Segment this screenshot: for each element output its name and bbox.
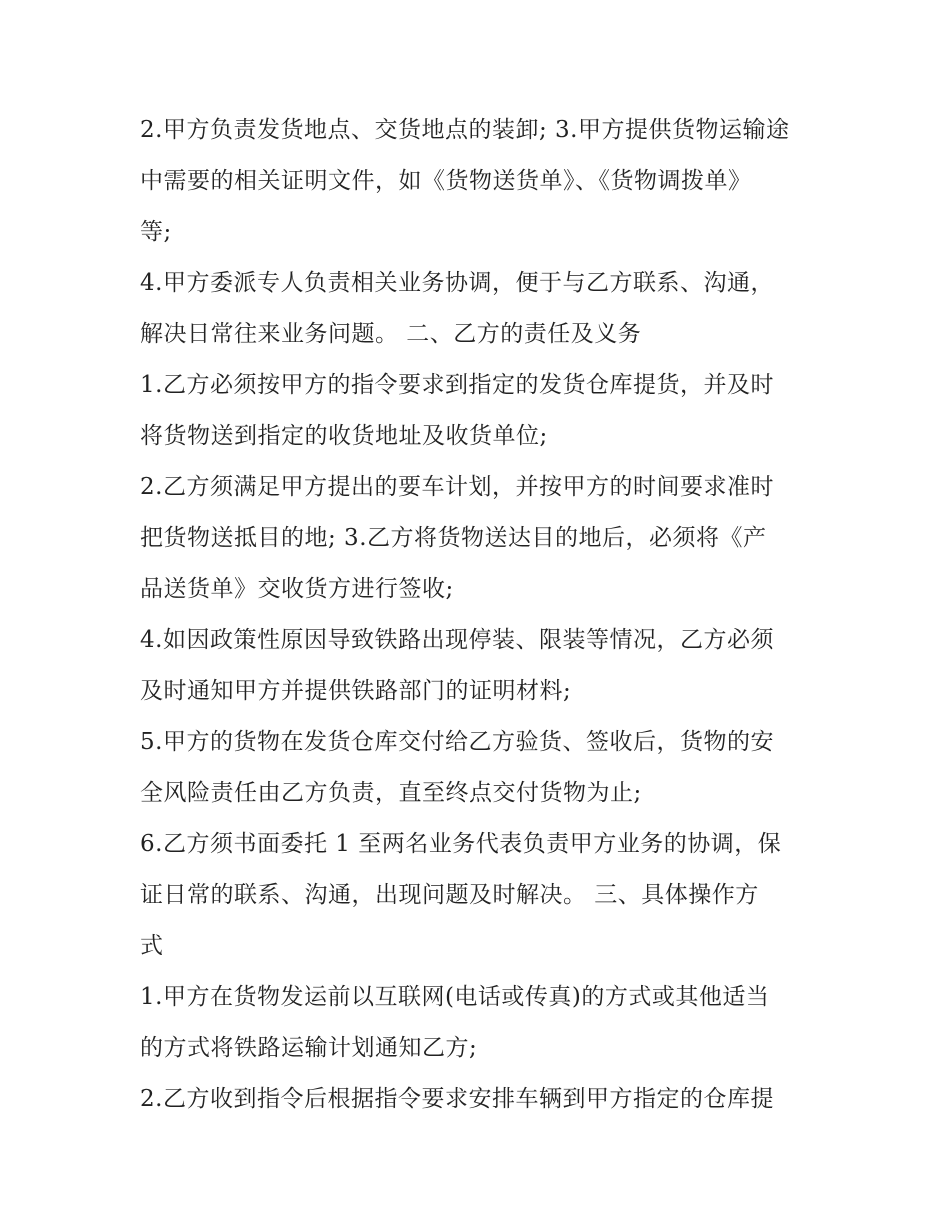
text-line: 把货物送抵目的地; 3.乙方将货物送达目的地后，必须将《产 xyxy=(140,525,767,551)
text-line: 1.乙方必须按甲方的指令要求到指定的发货仓库提货，并及时 xyxy=(140,372,774,398)
text-line: 及时通知甲方并提供铁路部门的证明材料; xyxy=(140,678,572,704)
text-line: 中需要的相关证明文件，如《货物送货单》、《货物调拨单》 xyxy=(140,168,752,194)
text-line: 的方式将铁路运输计划通知乙方; xyxy=(140,1035,478,1061)
text-line: 等; xyxy=(140,219,172,245)
text-line: 2.乙方须满足甲方提出的要车计划，并按甲方的时间要求准时 xyxy=(140,474,774,500)
text-line: 证日常的联系、沟通，出现问题及时解决。 三、具体操作方 xyxy=(140,882,759,908)
text-line: 5.甲方的货物在发货仓库交付给乙方验货、签收后，货物的安 xyxy=(140,729,774,755)
text-line: 全风险责任由乙方负责，直至终点交付货物为止; xyxy=(140,780,642,806)
text-line: 解决日常往来业务问题。 二、乙方的责任及义务 xyxy=(140,321,642,347)
text-line: 式 xyxy=(140,933,164,959)
document-body xyxy=(140,105,820,1125)
text-line: 6.乙方须书面委托 1 至两名业务代表负责甲方业务的协调，保 xyxy=(140,831,782,857)
text-line: 4.甲方委派专人负责相关业务协调，便于与乙方联系、沟通， xyxy=(140,270,774,296)
text-line: 4.如因政策性原因导致铁路出现停装、限装等情况，乙方必须 xyxy=(140,627,774,653)
text-line: 2.甲方负责发货地点、交货地点的装卸; 3.甲方提供货物运输途 xyxy=(140,117,790,143)
text-line: 1.甲方在货物发运前以互联网(电话或传真)的方式或其他适当 xyxy=(140,984,770,1010)
text-line: 品送货单》交收货方进行签收; xyxy=(140,576,454,602)
text-line: 将货物送到指定的收货地址及收货单位; xyxy=(140,423,548,449)
text-line: 2.乙方收到指令后根据指令要求安排车辆到甲方指定的仓库提 xyxy=(140,1086,774,1112)
